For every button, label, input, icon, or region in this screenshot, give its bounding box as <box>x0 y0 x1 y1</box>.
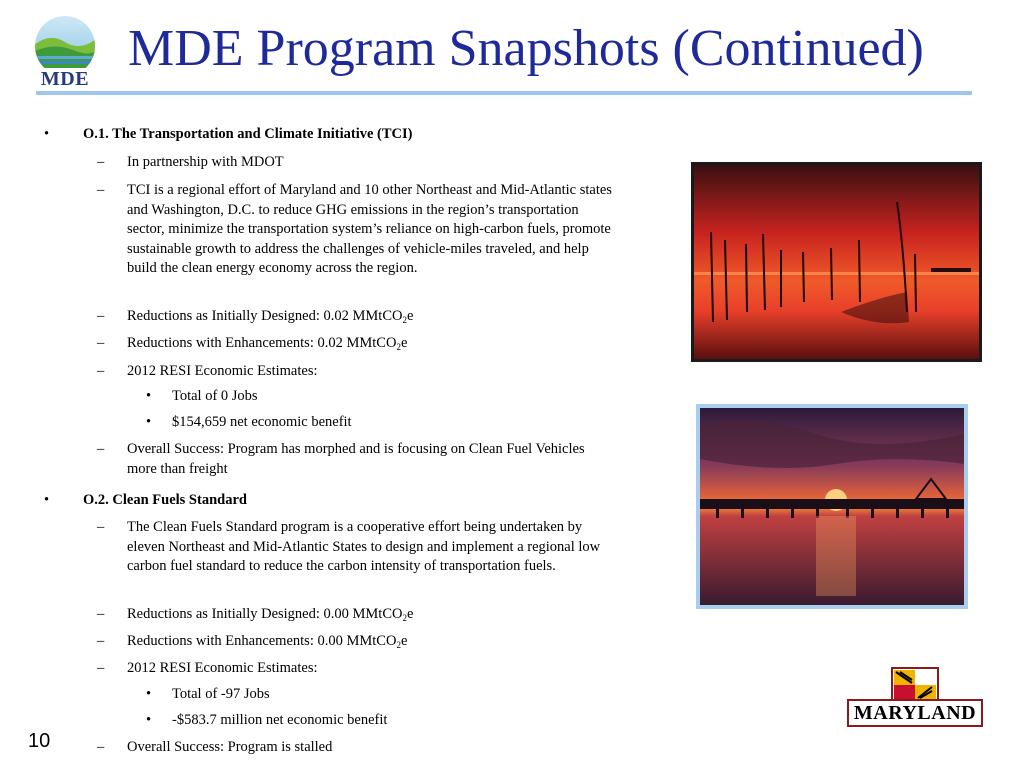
bullet-icon: • <box>44 492 50 508</box>
sub-list-item: • Total of 0 Jobs <box>172 387 612 407</box>
list-item: – Overall Success: Program is stalled <box>127 738 617 758</box>
sub-list-item: • Total of -97 Jobs <box>172 685 612 705</box>
sunset-water-photo <box>691 162 982 362</box>
dash-icon: – <box>97 335 105 351</box>
dash-icon: – <box>97 154 105 170</box>
page-number: 10 <box>28 730 51 752</box>
sub-list-item: • -$583.7 million net economic benefit <box>172 711 612 731</box>
dash-icon: – <box>97 519 105 535</box>
mde-logo-text: MDE <box>40 68 90 90</box>
list-item: – Reductions with Enhancements: 0.00 MMtCO$_2$e <box>97 633 408 650</box>
list-item: – TCI is a regional effort of Maryland and 10 other Northeast and Mid-Atlantic states and Washington, D.C. to reduce GHG emissions in the region’s transportation sector, minimize the transportation system’s reliance on high-carbon fuels, promote sustainable growth to address the challenges of vehicle-miles traveled, and help build the clean energy economy across the region. <box>97 182 612 276</box>
dash-icon: – <box>97 739 105 755</box>
list-item: – Reductions as Initially Designed: 0.02 MMtCO$_2$e <box>97 308 414 325</box>
bullet-icon: • <box>44 126 50 142</box>
page-title: MDE Program Snapshots (Continued) <box>128 20 924 77</box>
maryland-logo <box>846 666 984 728</box>
bullet-icon: • <box>146 712 152 728</box>
list-item: – Reductions with Enhancements: 0.02 MMtCO$_2$e <box>97 335 408 352</box>
dash-icon: – <box>97 633 105 649</box>
list-item: – Reductions as Initially Designed: 0.00 MMtCO$_2$e <box>97 606 414 623</box>
maryland-logo-text: MARYLAND <box>853 702 977 724</box>
bullet-icon: • <box>146 414 152 430</box>
dash-icon: – <box>97 308 105 324</box>
dash-icon: – <box>97 363 105 379</box>
dash-icon: – <box>97 606 105 622</box>
list-item: – 2012 RESI Economic Estimates: <box>127 659 617 679</box>
dash-icon: – <box>97 182 105 198</box>
list-item: – 2012 RESI Economic Estimates: <box>127 362 617 382</box>
bullet-icon: • <box>146 388 152 404</box>
bullet-icon: • <box>146 686 152 702</box>
list-item: – The Clean Fuels Standard program is a cooperative effort being undertaken by eleven Northeast and Mid-Atlantic States to design and implement a regional low carbon fuel standard to reduce the carbon intensity of transportation fuels. <box>97 519 601 574</box>
section-heading-tci: • O.1. The Transportation and Climate Initiative (TCI) <box>83 125 623 145</box>
dash-icon: – <box>97 660 105 676</box>
dash-icon: – <box>97 441 105 457</box>
section-heading-cfs: • O.2. Clean Fuels Standard <box>83 491 623 511</box>
list-item: – In partnership with MDOT <box>127 153 617 173</box>
list-item: – Overall Success: Program has morphed and is focusing on Clean Fuel Vehicles more than freight <box>97 441 585 477</box>
sub-list-item: • $154,659 net economic benefit <box>172 413 612 433</box>
sunset-bridge-photo <box>696 404 968 609</box>
